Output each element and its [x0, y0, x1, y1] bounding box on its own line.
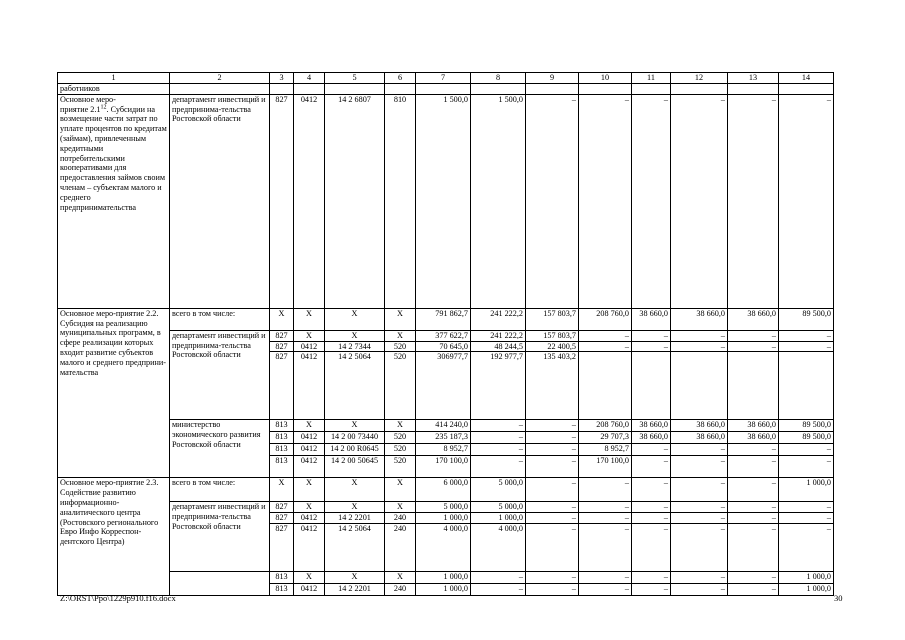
- value-cell: 240: [385, 513, 416, 524]
- value-cell: –: [728, 513, 779, 524]
- value-cell: –: [526, 456, 579, 478]
- empty-cell: [325, 84, 385, 95]
- value-cell: 14 2 7344: [325, 341, 385, 352]
- value-cell: 1 000,0: [779, 583, 834, 595]
- value-cell: X: [325, 571, 385, 583]
- value-cell: 38 660,0: [671, 308, 728, 330]
- value-cell: 0412: [294, 456, 325, 478]
- value-cell: 89 500,0: [779, 432, 834, 444]
- value-cell: 813: [270, 420, 294, 432]
- value-cell: [671, 352, 728, 420]
- executor-cell: департамент инвестиций и предпринима-тельства Ростовской области: [170, 502, 270, 572]
- empty-cell: [170, 84, 270, 95]
- value-cell: –: [671, 330, 728, 341]
- value-cell: –: [671, 478, 728, 502]
- value-cell: –: [632, 478, 671, 502]
- value-cell: 4 000,0: [471, 523, 526, 571]
- value-cell: –: [632, 341, 671, 352]
- value-cell: 89 500,0: [779, 420, 834, 432]
- column-header: 12: [671, 73, 728, 84]
- value-cell: 235 187,3: [416, 432, 471, 444]
- value-cell: 813: [270, 456, 294, 478]
- value-cell: 38 660,0: [632, 420, 671, 432]
- value-cell: 377 622,7: [416, 330, 471, 341]
- value-cell: 135 403,2: [526, 352, 579, 420]
- value-cell: 38 660,0: [728, 308, 779, 330]
- value-cell: X: [294, 330, 325, 341]
- value-cell: 813: [270, 583, 294, 595]
- value-cell: –: [632, 571, 671, 583]
- executor-cell: департамент инвестиций и предпринима-тельства Ростовской области: [170, 330, 270, 420]
- value-cell: –: [579, 513, 632, 524]
- value-cell: 5 000,0: [471, 478, 526, 502]
- value-cell: 170 100,0: [579, 456, 632, 478]
- value-cell: –: [632, 444, 671, 456]
- value-cell: 14 2 5064: [325, 523, 385, 571]
- column-header: 2: [170, 73, 270, 84]
- empty-cell: [579, 84, 632, 95]
- value-cell: X: [270, 308, 294, 330]
- value-cell: X: [325, 420, 385, 432]
- value-cell: 6 000,0: [416, 478, 471, 502]
- value-cell: 520: [385, 444, 416, 456]
- value-cell: 29 707,3: [579, 432, 632, 444]
- column-header: 4: [294, 73, 325, 84]
- value-cell: X: [294, 478, 325, 502]
- activity-name-cell: работников: [58, 84, 170, 95]
- table-row: [58, 84, 834, 95]
- value-cell: X: [294, 502, 325, 513]
- executor-cell: всего в том числе:: [170, 478, 270, 502]
- value-cell: 22 400,5: [526, 341, 579, 352]
- value-cell: 520: [385, 432, 416, 444]
- value-cell: –: [779, 341, 834, 352]
- empty-cell: [632, 84, 671, 95]
- value-cell: –: [779, 502, 834, 513]
- value-cell: 813: [270, 432, 294, 444]
- value-cell: –: [671, 94, 728, 308]
- value-cell: –: [526, 94, 579, 308]
- value-cell: 0412: [294, 513, 325, 524]
- value-cell: [728, 352, 779, 420]
- value-cell: –: [728, 478, 779, 502]
- value-cell: X: [385, 308, 416, 330]
- value-cell: –: [579, 583, 632, 595]
- column-header: 8: [471, 73, 526, 84]
- value-cell: –: [671, 571, 728, 583]
- table-row: [58, 420, 834, 432]
- activity-title: Основное меро-: [60, 94, 116, 104]
- value-cell: 810: [385, 94, 416, 308]
- value-cell: –: [779, 513, 834, 524]
- column-header: 9: [526, 73, 579, 84]
- table-row: [58, 94, 834, 308]
- value-cell: –: [728, 456, 779, 478]
- value-cell: X: [294, 308, 325, 330]
- page-number: 30: [834, 593, 843, 603]
- value-cell: –: [671, 513, 728, 524]
- column-header: 7: [416, 73, 471, 84]
- value-cell: –: [471, 571, 526, 583]
- value-cell: X: [385, 330, 416, 341]
- value-cell: 208 760,0: [579, 420, 632, 432]
- value-cell: X: [385, 502, 416, 513]
- value-cell: 827: [270, 330, 294, 341]
- activity-name-cell: [58, 94, 170, 308]
- empty-cell: [416, 84, 471, 95]
- table-row: [58, 330, 834, 341]
- table-row: [58, 73, 834, 84]
- value-cell: –: [779, 444, 834, 456]
- value-cell: –: [579, 330, 632, 341]
- table-row: [58, 502, 834, 513]
- value-cell: 14 2 2201: [325, 513, 385, 524]
- column-header: 13: [728, 73, 779, 84]
- value-cell: –: [632, 583, 671, 595]
- empty-cell: [294, 84, 325, 95]
- column-header: 3: [270, 73, 294, 84]
- value-cell: –: [632, 330, 671, 341]
- value-cell: –: [728, 330, 779, 341]
- value-cell: –: [671, 583, 728, 595]
- value-cell: 157 803,7: [526, 330, 579, 341]
- value-cell: –: [471, 420, 526, 432]
- value-cell: X: [325, 502, 385, 513]
- table-row: [58, 478, 834, 502]
- value-cell: –: [632, 513, 671, 524]
- value-cell: 4 000,0: [416, 523, 471, 571]
- budget-table: [57, 72, 834, 596]
- value-cell: –: [579, 571, 632, 583]
- value-cell: [579, 352, 632, 420]
- value-cell: 70 645,0: [416, 341, 471, 352]
- value-cell: –: [632, 502, 671, 513]
- value-cell: 38 660,0: [632, 432, 671, 444]
- value-cell: –: [526, 523, 579, 571]
- value-cell: –: [779, 456, 834, 478]
- value-cell: –: [471, 444, 526, 456]
- value-cell: 14 2 6807: [325, 94, 385, 308]
- activity-name-cell: Основное меро-приятие 2.2. Субсидия на реализацию муниципальных программ, в сфере реализации которых входит развитие субъектов малого и среднего предприни-мательства: [58, 308, 170, 478]
- value-cell: –: [779, 330, 834, 341]
- value-cell: 1 000,0: [779, 478, 834, 502]
- value-cell: 1 000,0: [779, 571, 834, 583]
- empty-cell: [270, 84, 294, 95]
- value-cell: [779, 352, 834, 420]
- value-cell: 520: [385, 456, 416, 478]
- value-cell: 1 000,0: [471, 513, 526, 524]
- value-cell: –: [671, 502, 728, 513]
- value-cell: 520: [385, 352, 416, 420]
- value-cell: 14 2 00 R0645: [325, 444, 385, 456]
- value-cell: 48 244,5: [471, 341, 526, 352]
- value-cell: –: [671, 341, 728, 352]
- value-cell: 0412: [294, 583, 325, 595]
- value-cell: X: [325, 308, 385, 330]
- value-cell: –: [471, 432, 526, 444]
- value-cell: 89 500,0: [779, 308, 834, 330]
- value-cell: –: [728, 583, 779, 595]
- value-cell: 240: [385, 583, 416, 595]
- empty-cell: [728, 84, 779, 95]
- value-cell: 8 952,7: [579, 444, 632, 456]
- value-cell: 827: [270, 352, 294, 420]
- value-cell: 240: [385, 523, 416, 571]
- executor-cell: всего в том числе:: [170, 308, 270, 330]
- value-cell: X: [385, 571, 416, 583]
- value-cell: X: [325, 478, 385, 502]
- value-cell: 14 2 5064: [325, 352, 385, 420]
- value-cell: –: [779, 523, 834, 571]
- value-cell: –: [728, 523, 779, 571]
- value-cell: 0412: [294, 432, 325, 444]
- value-cell: 14 2 00 50645: [325, 456, 385, 478]
- value-cell: –: [526, 420, 579, 432]
- value-cell: 520: [385, 341, 416, 352]
- activity-title: приятие 2.1: [60, 104, 101, 114]
- value-cell: 0412: [294, 444, 325, 456]
- value-cell: 0412: [294, 341, 325, 352]
- value-cell: X: [294, 571, 325, 583]
- value-cell: 306977,7: [416, 352, 471, 420]
- value-cell: 170 100,0: [416, 456, 471, 478]
- value-cell: –: [579, 94, 632, 308]
- value-cell: –: [671, 456, 728, 478]
- column-header: 5: [325, 73, 385, 84]
- value-cell: X: [385, 478, 416, 502]
- value-cell: –: [471, 456, 526, 478]
- value-cell: X: [325, 330, 385, 341]
- value-cell: 5 000,0: [471, 502, 526, 513]
- value-cell: 0412: [294, 523, 325, 571]
- value-cell: –: [579, 502, 632, 513]
- value-cell: 827: [270, 341, 294, 352]
- value-cell: –: [526, 513, 579, 524]
- value-cell: 1 500,0: [471, 94, 526, 308]
- value-cell: X: [385, 420, 416, 432]
- value-cell: 1 000,0: [416, 513, 471, 524]
- empty-cell: [526, 84, 579, 95]
- value-cell: 38 660,0: [671, 420, 728, 432]
- value-cell: –: [728, 341, 779, 352]
- value-cell: –: [526, 571, 579, 583]
- value-cell: –: [728, 571, 779, 583]
- empty-cell: [671, 84, 728, 95]
- activity-name-cell: Основное меро-приятие 2.3. Содействие развитию информационно-аналитического центра (Ростовского регионального Евро Инфо Корреспон-дентского Центра): [58, 478, 170, 596]
- value-cell: 813: [270, 444, 294, 456]
- empty-cell: [779, 84, 834, 95]
- value-cell: –: [671, 523, 728, 571]
- executor-cell: департамент инвестиций и предпринима-тельства Ростовской области: [170, 94, 270, 308]
- value-cell: –: [671, 444, 728, 456]
- value-cell: 1 000,0: [416, 583, 471, 595]
- executor-cell: министерство экономического развития Ростовской области: [170, 420, 270, 478]
- value-cell: 157 803,7: [526, 308, 579, 330]
- value-cell: –: [632, 94, 671, 308]
- value-cell: 38 660,0: [632, 308, 671, 330]
- value-cell: –: [526, 432, 579, 444]
- value-cell: 827: [270, 513, 294, 524]
- value-cell: 38 660,0: [728, 432, 779, 444]
- value-cell: 791 862,7: [416, 308, 471, 330]
- value-cell: –: [579, 478, 632, 502]
- value-cell: 14 2 00 73440: [325, 432, 385, 444]
- file-path: Z:\ORST\Ppo\1229p910.f16.docx: [60, 593, 176, 603]
- executor-cell: [170, 571, 270, 595]
- empty-cell: [385, 84, 416, 95]
- value-cell: X: [270, 478, 294, 502]
- value-cell: [632, 352, 671, 420]
- value-cell: –: [526, 444, 579, 456]
- value-cell: 8 952,7: [416, 444, 471, 456]
- value-cell: –: [728, 444, 779, 456]
- value-cell: 1 500,0: [416, 94, 471, 308]
- value-cell: –: [526, 583, 579, 595]
- value-cell: 5 000,0: [416, 502, 471, 513]
- column-header: 1: [58, 73, 170, 84]
- column-header: 10: [579, 73, 632, 84]
- table-row: [58, 571, 834, 583]
- value-cell: –: [779, 94, 834, 308]
- value-cell: 414 240,0: [416, 420, 471, 432]
- value-cell: –: [728, 502, 779, 513]
- column-header: 6: [385, 73, 416, 84]
- activity-title: . Субсидии на возмещение части затрат по уплате процентов по кредитам (займам), привлеченным кредитными потребительскими кооперативами для предоставления займов своим членам – субъектам малого и среднего предпринимательства: [60, 104, 167, 212]
- column-header: 11: [632, 73, 671, 84]
- value-cell: 192 977,7: [471, 352, 526, 420]
- table-row: [58, 308, 834, 330]
- value-cell: 241 222,2: [471, 308, 526, 330]
- value-cell: –: [526, 478, 579, 502]
- value-cell: –: [632, 523, 671, 571]
- value-cell: 0412: [294, 352, 325, 420]
- value-cell: X: [294, 420, 325, 432]
- value-cell: –: [728, 94, 779, 308]
- value-cell: –: [579, 523, 632, 571]
- value-cell: 208 760,0: [579, 308, 632, 330]
- value-cell: 813: [270, 571, 294, 583]
- value-cell: 827: [270, 502, 294, 513]
- value-cell: 0412: [294, 94, 325, 308]
- value-cell: 241 222,2: [471, 330, 526, 341]
- value-cell: 14 2 2201: [325, 583, 385, 595]
- footnote-mark: 12: [100, 103, 107, 110]
- empty-cell: [471, 84, 526, 95]
- value-cell: 38 660,0: [671, 432, 728, 444]
- value-cell: 38 660,0: [728, 420, 779, 432]
- column-header: 14: [779, 73, 834, 84]
- value-cell: –: [632, 456, 671, 478]
- value-cell: –: [579, 341, 632, 352]
- value-cell: 827: [270, 523, 294, 571]
- value-cell: 1 000,0: [416, 571, 471, 583]
- value-cell: 827: [270, 94, 294, 308]
- value-cell: –: [526, 502, 579, 513]
- value-cell: –: [471, 583, 526, 595]
